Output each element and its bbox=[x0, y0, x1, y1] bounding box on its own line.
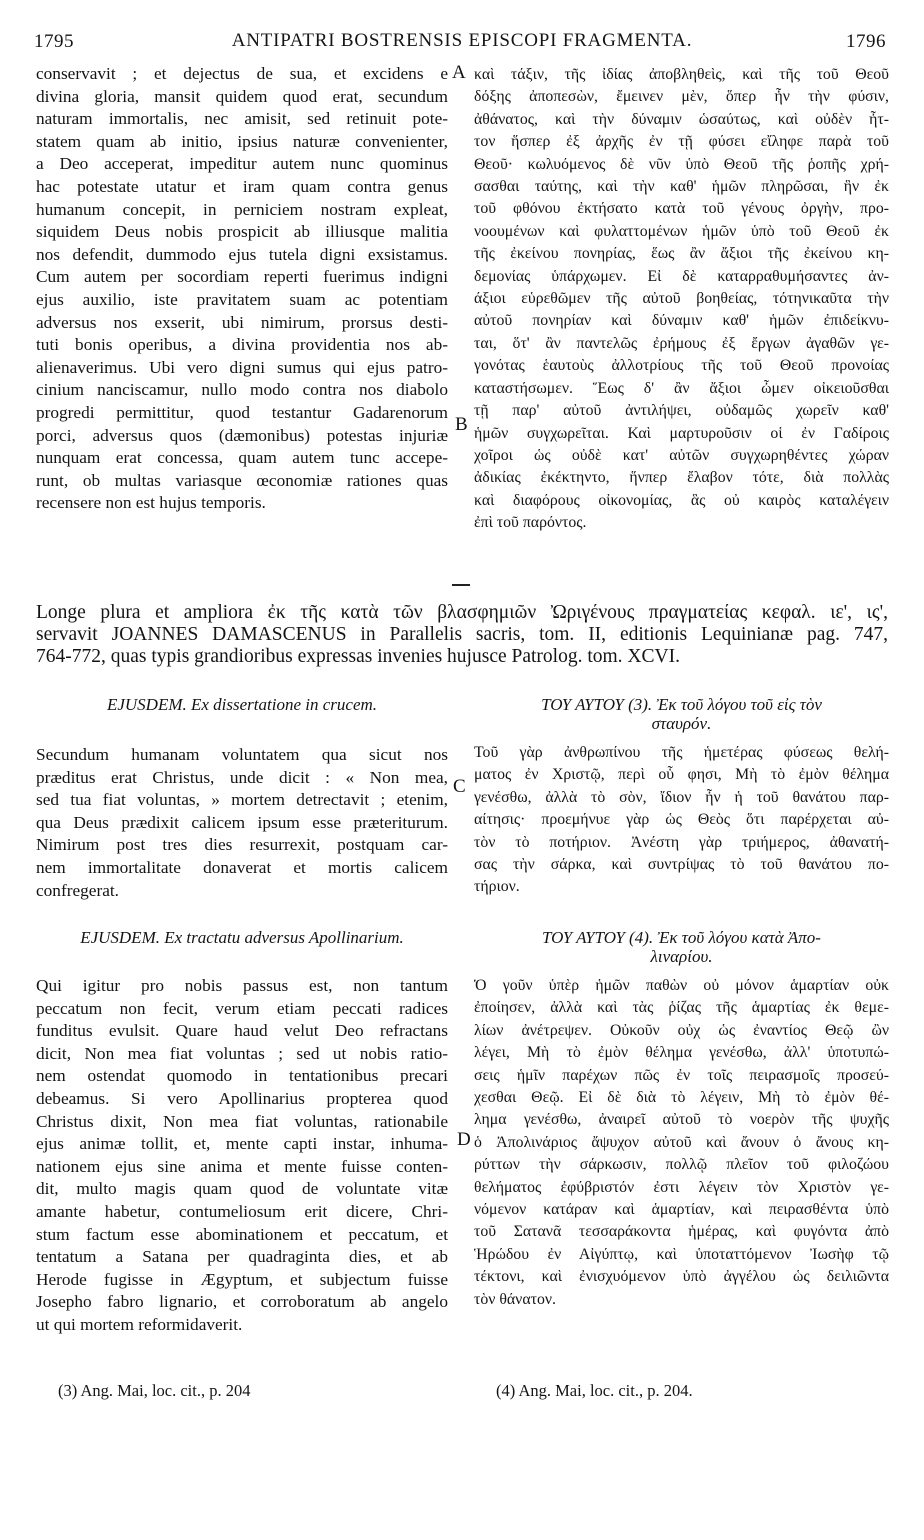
latin-line: alienaverimus. Ubi vero digni sumus qui ejus patro- bbox=[36, 357, 448, 377]
greek-line: καὶ τάξιν, τῆς ἰδίας ἀποβληθεὶς, καὶ τῆς τοῦ Θεοῦ bbox=[474, 66, 889, 83]
greek-line: ὁ Ἀπολινάριος ἄψυχον αὐτοῦ καὶ ἄνουν ὁ ἄνους κη- bbox=[474, 1133, 889, 1151]
greek-line: δεμονίας ὑπάρχωμεν. Εἰ δὲ καταρραθυμήσαντες ἀν- bbox=[474, 267, 889, 285]
heading-line: σταυρόν. bbox=[651, 714, 712, 733]
latin-line: runt, ob multas variasque œconomiæ rationes quas bbox=[36, 470, 448, 490]
note-line: Longe plura et ampliora ἐκ τῆς κατὰ τῶν βλασφημιῶν Ὠριγένους πραγματείας κεφαλ. ιε', ις', bbox=[36, 602, 888, 623]
greek-line: τοῦ φθόνου ἐκτήσατο κατὰ τοῦ γένους ὀργὴν, προ- bbox=[474, 200, 889, 218]
greek-line: ἀδικίας ἐκέκτηντο, ἥνπερ ἔλαβον τότε, διὰ πολλὰς bbox=[474, 469, 889, 487]
latin-line: nem immortalitate donaverat et mortis calicem bbox=[36, 857, 448, 877]
greek-line: Ὁ γοῦν ὑπὲρ ἡμῶν παθὼν οὐ μόνον ἁμαρτίαν οὐκ bbox=[474, 977, 889, 994]
latin-line: humanum concepit, in perniciem nostram expleat, bbox=[36, 199, 448, 219]
greek-column-top bbox=[474, 64, 889, 535]
margin-letter-d: D bbox=[457, 1129, 471, 1150]
greek-line: τοῦ Σατανᾶ τεσσαράκοντα ἡμέρας, καὶ φυγόντα ἀπὸ bbox=[474, 1223, 889, 1241]
section-heading-greek-crucem bbox=[474, 695, 889, 733]
greek-column-apollinarium bbox=[474, 975, 889, 1311]
greek-line: καὶ διαφόρους οἰκονομίας, ἃς οὐ καιρὸς καταλέγειν bbox=[474, 491, 889, 509]
margin-letter-b: B bbox=[455, 414, 468, 435]
latin-line: dicit, Non mea fiat voluntas ; sed ut nobis ratio- bbox=[36, 1043, 448, 1063]
latin-line: amante habetur, contumeliosum erit dicere, Chri- bbox=[36, 1201, 448, 1221]
greek-line: γενέσθω, ἀλλὰ τὸ σὸν, ἴδιον ἦν ἡ τοῦ θανάτου παρ- bbox=[474, 788, 889, 806]
greek-line: λίων ἀνέτρεψεν. Οὐκοῦν οὐχ ὡς ἐναντίος Θεῷ ὢν bbox=[474, 1021, 889, 1039]
page-number-left: 1795 bbox=[34, 31, 74, 52]
margin-letter-c: C bbox=[453, 776, 466, 797]
running-title: ANTIPATRI BOSTRENSIS EPISCOPI FRAGMENTA. bbox=[231, 30, 693, 51]
greek-line: τέκτονι, καὶ ἐνισχυόμενον ὑπὸ ἀγγέλου ὡς δειλιῶντα bbox=[474, 1268, 889, 1286]
greek-column-crucem bbox=[474, 742, 889, 899]
latin-line: qua Deus prædixit calicem ipsum esse præteriturum. bbox=[36, 812, 448, 832]
greek-line: σασθαι ταύτης, καὶ τὴν καθ' ἡμῶν πληρῶσαι, ἣν ἐκ bbox=[474, 178, 889, 196]
latin-line: nunquam erat concessa, quam autem tunc accepe- bbox=[36, 448, 448, 468]
greek-line: ται, ὅτ' ἂν παντελῶς ἐρήμους ἐξ ἔργων ἀγαθῶν γε- bbox=[474, 334, 889, 352]
latin-line: tentatum a Satana per quadraginta dies, et ab bbox=[36, 1247, 448, 1267]
latin-line: cinium nanciscamur, nullo modo contra nos diabolo bbox=[36, 380, 448, 400]
note-line: servavit JOANNES DAMASCENUS in Parallelis sacris, tom. II, editionis Lequinianæ pag. 747, bbox=[36, 624, 888, 645]
greek-line: Ἡρώδου ἐν Αἰγύπτῳ, καὶ ὑποταττόμενον Ἰωσὴφ τῷ bbox=[474, 1245, 889, 1263]
latin-line: Cum autem per socordiam reperti fuerimus indigni bbox=[36, 267, 448, 287]
greek-line: τῇ παρ' αὐτοῦ ἀντιλήψει, οὐδαμῶς χωρεῖν καθ' bbox=[474, 402, 889, 420]
greek-line: χοῖροι ὡς οὐδὲ κατ' αὐτῶν συγχωρηθέντες χώραν bbox=[474, 446, 889, 464]
latin-column-crucem bbox=[36, 744, 448, 902]
section-heading-greek-apollinarium bbox=[474, 928, 889, 966]
greek-line: Θεοῦ· κωλυόμενος δὲ νῦν ὑπὸ Θεοῦ τῆς ῥοπῆς χρή- bbox=[474, 155, 889, 173]
heading-line: ΤΟΥ ΑΥΤΟΥ (3). Ἐκ τοῦ λόγου τοῦ εἰς τὸν bbox=[541, 695, 822, 714]
latin-line: ejus auxilio, iste pravitatem suam ac potentiam bbox=[36, 289, 448, 309]
section-heading-latin-crucem bbox=[36, 695, 448, 715]
latin-line: stum factum esse abominationem et peccatum, et bbox=[36, 1224, 448, 1244]
greek-line: ἀθάνατος, καὶ τὴν δύναμιν ὡσαύτως, καὶ οὐδὲν ἦτ- bbox=[474, 110, 889, 128]
latin-line: dit, multo magis quam quod de voluntate vitæ bbox=[36, 1179, 448, 1199]
footnote-right: (4) Ang. Mai, loc. cit., p. 204. bbox=[496, 1381, 693, 1400]
note-line: 764-772, quas typis grandioribus expressas invenies hujusce Patrolog. tom. XCVI. bbox=[36, 646, 680, 667]
heading-title: Ex dissertatione in crucem. bbox=[191, 695, 378, 714]
greek-line: τήριον. bbox=[474, 878, 520, 896]
separator-dash bbox=[452, 584, 470, 586]
greek-line: αίτησις· προεμήνυε γὰρ ὡς Θεὸς ὅτι παρέρχεται αὐ- bbox=[474, 811, 889, 829]
latin-line: nationem ejus sine anima et mente fuisse conten- bbox=[36, 1156, 448, 1176]
greek-line: νοουμένων καὶ φυλαττομένων ἡμῶν ὑπὸ τοῦ Θεοῦ ἐκ bbox=[474, 222, 889, 240]
latin-line: Nimirum post tres dies resurrexit, postquam car- bbox=[36, 835, 448, 855]
latin-line: hac potestate utatur et iram quam contra genus bbox=[36, 176, 448, 196]
latin-line: adversus nos exserit, ubi nimirum, prorsus desti- bbox=[36, 312, 448, 332]
latin-line: confregerat. bbox=[36, 880, 119, 900]
greek-line: σας τὴν σάρκα, καὶ συντρίψας τὸ τοῦ θανάτου πο- bbox=[474, 856, 889, 874]
heading-title: Ex tractatu adversus Apollinarium. bbox=[164, 928, 404, 947]
greek-line: νόμενον κατάραν καὶ ἁμαρτίαν, καὶ πειρασθέντα ὑπὸ bbox=[474, 1201, 889, 1219]
greek-line: άξιοι εὑρεθῶμεν τῆς αὐτοῦ βοηθείας, τότηνικαῦτα τὴν bbox=[474, 290, 889, 308]
latin-line: progredi permittitur, quod testantur Gadarenorum bbox=[36, 402, 448, 422]
section-heading-latin-apollinarium bbox=[36, 928, 448, 948]
latin-line: Josepho fabro lignario, et corroboratum ab angelo bbox=[36, 1292, 448, 1312]
latin-line: nos defendit, dummodo ejus tutela digni exsistamus. bbox=[36, 244, 448, 264]
greek-line: σεις ἡμῖν παρέχων πῶς ἐν τοῖς πειρασμοῖς προσεύ- bbox=[474, 1066, 889, 1084]
latin-line: Herode fugisse in Ægyptum, et subjectum fuisse bbox=[36, 1269, 448, 1289]
latin-line: divina gloria, mansit quidem quod erat, secundum bbox=[36, 86, 448, 106]
heading-line: λιναρίου. bbox=[650, 947, 713, 966]
greek-line: τον ἥσπερ ἐξ ἀρχῆς ἐν τῇ φύσει εἴληφε παρὰ τοῦ bbox=[474, 133, 889, 151]
greek-line: τὸν θάνατον. bbox=[474, 1290, 556, 1308]
greek-line: δόξης ἀποπεσὼν, ἔμεινεν μὲν, ὅπερ ἦν τὴν φύσιν, bbox=[474, 88, 889, 106]
greek-line: λημα γενέσθω, ἀναιρεῖ αὐτοῦ τὸ νοερὸν τῆς ψυχῆς bbox=[474, 1111, 889, 1129]
greek-line: λέγει, Μὴ τὸ ἐμὸν θέλημα γενέσθω, ἀλλ' ὑποτυπώ- bbox=[474, 1044, 889, 1062]
greek-line: Τοῦ γὰρ ἀνθρωπίνου τῆς ἡμετέρας φύσεως θελή- bbox=[474, 744, 889, 761]
greek-line: γονότας ἑαυτοὺς ἀλλοτρίους τῆς τοῦ Θεοῦ προνοίας bbox=[474, 357, 889, 375]
greek-line: ρύττων τὴν σάρκωσιν, πολλῷ πλεῖον τοῦ φιλοζώου bbox=[474, 1156, 889, 1174]
latin-line: naturam immortalis, nec amisit, sed retinuit pote- bbox=[36, 109, 448, 129]
page-number-right: 1796 bbox=[846, 31, 886, 52]
latin-column-top bbox=[36, 63, 448, 515]
latin-line: peccatum non fecit, verum etiam peccati radices bbox=[36, 998, 448, 1018]
greek-line: ἐποίησεν, ἀλλὰ καὶ τὰς ῥίζας τῆς ἁμαρτίας ἐκ θεμε- bbox=[474, 999, 889, 1017]
latin-line: Christus dixit, Non mea fiat voluntas, rationabile bbox=[36, 1111, 448, 1131]
greek-line: θελήματος ἐφύβριστόν ἐστι λέγειν τὸν Χριστὸν γε- bbox=[474, 1178, 889, 1196]
latin-line: nem ostendat quomodo in tentationibus precari bbox=[36, 1066, 448, 1086]
latin-line: tuti bonis operibus, a divina providentia nos ab- bbox=[36, 335, 448, 355]
latin-line: a Deo acceperat, impeditur autem nunc quominus bbox=[36, 154, 448, 174]
heading-ejusdem: EJUSDEM. bbox=[106, 695, 187, 714]
latin-line: debeamus. Si vero Apollinarius propterea quod bbox=[36, 1088, 448, 1108]
latin-line: ejus animæ tollit, et, mente capti instar, inhuma- bbox=[36, 1134, 448, 1154]
latin-line: Secundum humanam voluntatem qua sicut nos bbox=[36, 745, 448, 764]
greek-line: χεσθαι Θεῷ. Εἰ δὲ διὰ τὸ λέγειν, Μὴ τὸ ἐμὸν θέ- bbox=[474, 1089, 889, 1107]
greek-line: ἐπὶ τοῦ παρόντος. bbox=[474, 514, 587, 532]
latin-line: præditus erat Christus, unde dicit : « Non mea, bbox=[36, 767, 448, 787]
greek-line: καταστήσωμεν. Ἕως δ' ἂν ἄξιοι ὦμεν οἰκειοῦσθαι bbox=[474, 379, 889, 397]
heading-line: ΤΟΥ ΑΥΤΟΥ (4). Ἐκ τοῦ λόγου κατὰ Ἀπο- bbox=[542, 928, 821, 947]
greek-line: τῆς ἐκείνου πονηρίας, ἕως ἂν ἄξιοι τῆς ἐκείνου κη- bbox=[474, 245, 889, 263]
greek-line: ματος ἐν Χριστῷ, περὶ οὗ φησι, Μὴ τὸ ἐμὸν θέλημα bbox=[474, 766, 889, 784]
longe-plura-note bbox=[36, 602, 888, 668]
footnote-left: (3) Ang. Mai, loc. cit., p. 204 bbox=[58, 1381, 251, 1400]
latin-line: conservavit ; et dejectus de sua, et excidens e bbox=[36, 64, 448, 83]
heading-ejusdem: EJUSDEM. bbox=[80, 928, 160, 947]
latin-line: statem quam ab initio, ipsius naturæ convenienter, bbox=[36, 131, 448, 151]
latin-line: recensere non est hujus temporis. bbox=[36, 493, 266, 513]
latin-column-apollinarium bbox=[36, 975, 448, 1337]
greek-line: ἡμῶν συγχωρεῖται. Καὶ μαρτυροῦσιν οἱ ἐν Γαδίροις bbox=[474, 424, 889, 442]
margin-letter-a: A bbox=[452, 62, 466, 83]
latin-line: Qui igitur pro nobis passus est, non tantum bbox=[36, 976, 448, 995]
latin-line: ut qui mortem reformidaverit. bbox=[36, 1314, 243, 1334]
latin-line: sed tua fiat voluntas, » mortem detrectavit ; etenim, bbox=[36, 790, 448, 810]
latin-line: siquidem Deus nobis prospicit ab illiusque malitia bbox=[36, 222, 448, 242]
greek-line: αὐτοῦ πονηρίαν καὶ δύναμιν καθ' ἡμῶν ἐπιδείκνυ- bbox=[474, 312, 889, 330]
greek-line: τὸν τὸ ποτήριον. Ἀνέστη γὰρ τριήμερος, ἀθανατή- bbox=[474, 833, 889, 851]
latin-line: porci, adversus quos (dæmonibus) potestas injuriæ bbox=[36, 425, 448, 445]
latin-line: funditus evulsit. Quare haud velut Deo refractans bbox=[36, 1021, 448, 1041]
